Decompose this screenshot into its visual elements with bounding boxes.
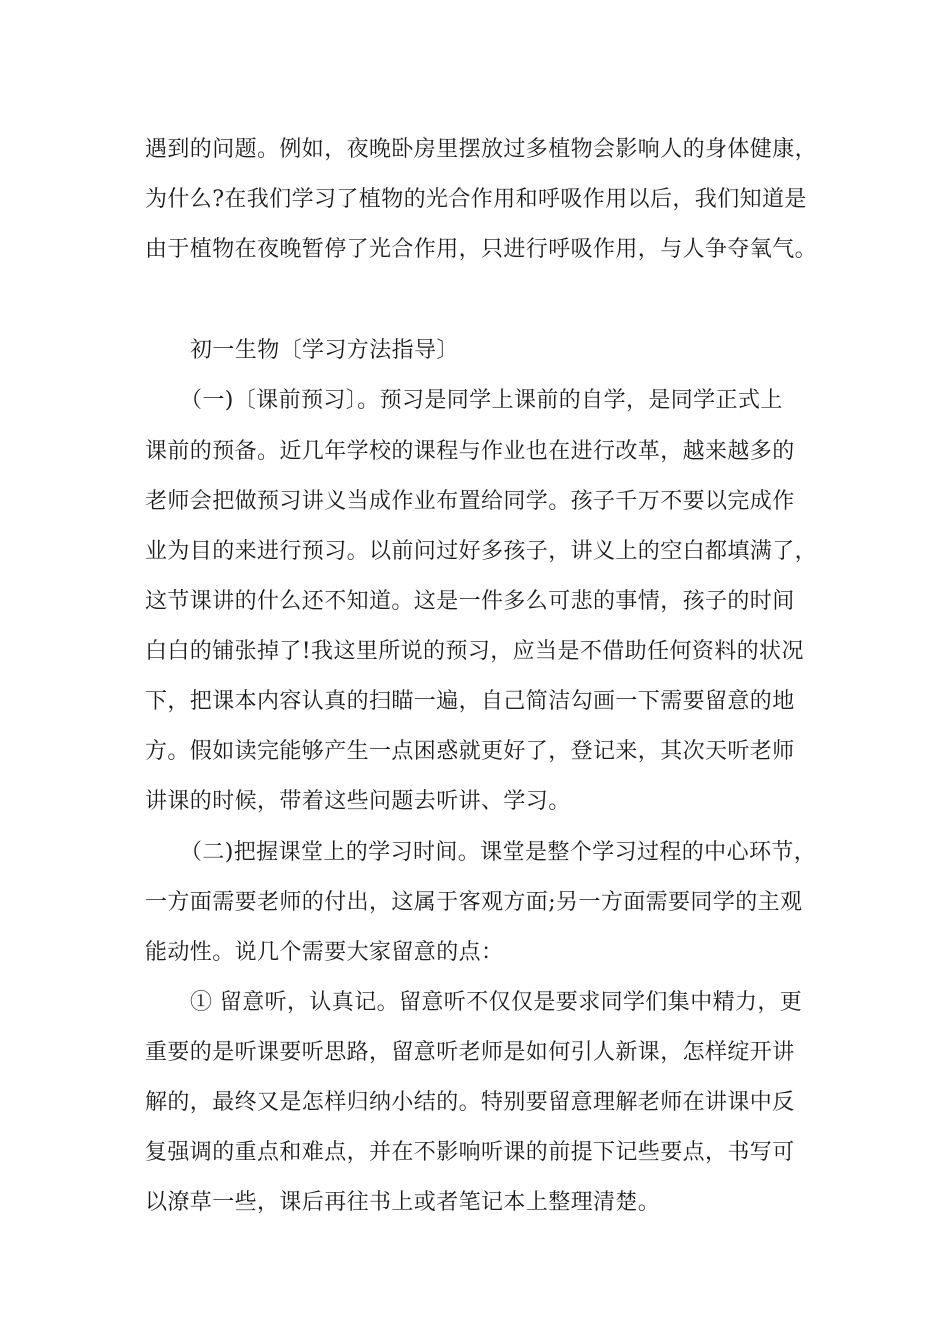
text-line: 一方面需要老师的付出，这属于客观方面;另一方面需要同学的主观 [145,890,803,915]
text-line: （二)把握课堂上的学习时间。课堂是整个学习过程的中心环节， [180,840,817,865]
text-line: 遇到的问题。例如，夜晚卧房里摆放过多植物会影响人的身体健康， [145,137,818,162]
text-line: 方。假如读完能够产生一点困惑就更好了，登记来，其次天听老师 [145,739,795,764]
text-line: 白白的铺张掉了!我这里所说的预习，应当是不借助任何资料的状况 [145,639,804,664]
section-heading: 初一生物〔学习方法指导〕 [190,338,459,363]
text-line: 重要的是听课要听思路，留意听老师是如何引人新课，怎样绽开讲 [145,1040,795,1065]
text-line: 业为目的来进行预习。以前问过好多孩子，讲义上的空白都填满了， [145,539,818,564]
text-line: 讲课的时候，带着这些问题去听讲、学习。 [145,789,571,814]
text-line: 由于植物在夜晚暂停了光合作用，只进行呼吸作用，与人争夺氧气。 [145,237,818,262]
text-line: ① 留意听，认真记。留意听不仅仅是要求同学们集中精力，更 [190,990,803,1015]
text-line: （一)〔课前预习〕。预习是同学上课前的自学，是同学正式上 [180,388,783,413]
text-line: 复强调的重点和难点，并在不影响听课的前提下记些要点，书写可 [145,1140,795,1165]
text-line: 能动性。说几个需要大家留意的点： [145,940,504,965]
text-line: 解的，最终又是怎样归纳小结的。特别要留意理解老师在讲课中反 [145,1090,795,1115]
text-line: 下，把课本内容认真的扫瞄一遍，自己简洁勾画一下需要留意的地 [145,689,795,714]
text-line: 这节课讲的什么还不知道。这是一件多么可悲的事情，孩子的时间 [145,589,795,614]
text-line: 课前的预备。近几年学校的课程与作业也在进行改革，越来越多的 [145,439,795,464]
text-line: 老师会把做预习讲义当成作业布置给同学。孩子千万不要以完成作 [145,489,795,514]
text-line: 以潦草一些，课后再往书上或者笔记本上整理清楚。 [145,1190,661,1215]
text-line: 为什么?在我们学习了植物的光合作用和呼吸作用以后，我们知道是 [145,187,807,212]
